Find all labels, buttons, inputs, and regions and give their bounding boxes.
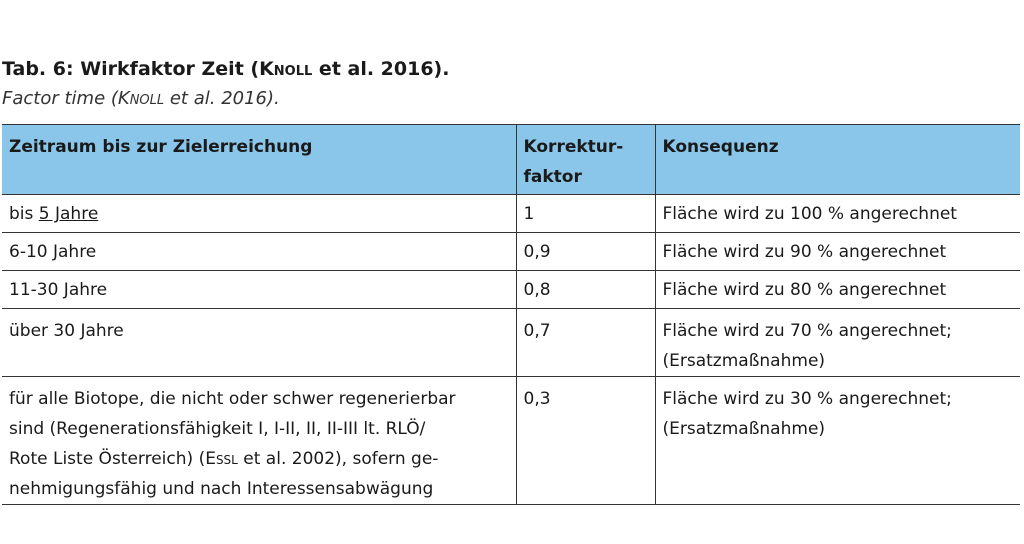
period-line: et al. 2002), sofern ge- bbox=[237, 449, 439, 469]
caption-title-prefix: Tab. 6: Wirkfaktor Zeit ( bbox=[2, 58, 260, 80]
table-row bbox=[2, 195, 1020, 233]
cell-consequence: Fläche wird zu 80 % angerechnet bbox=[655, 271, 1020, 309]
consequence-line: Fläche wird zu 70 % angerechnet; bbox=[662, 321, 952, 341]
cell-consequence bbox=[655, 377, 1020, 505]
cell-period bbox=[2, 377, 516, 505]
cell-consequence: Fläche wird zu 100 % angerechnet bbox=[655, 195, 1020, 233]
table-caption-title bbox=[2, 56, 449, 82]
table-caption-subtitle bbox=[2, 86, 280, 112]
cell-factor: 0,9 bbox=[516, 233, 655, 271]
table-header-row bbox=[2, 125, 1020, 195]
factor-time-table bbox=[2, 124, 1020, 505]
table-row bbox=[2, 271, 1020, 309]
cell-period: 6-10 Jahre bbox=[2, 233, 516, 271]
cell-factor: 0,3 bbox=[516, 377, 655, 505]
caption-title-suffix: et al. 2016). bbox=[312, 58, 450, 80]
period-line: Rote Liste Österreich) ( bbox=[9, 449, 206, 469]
table-row bbox=[2, 309, 1020, 377]
caption-title-author: Knoll bbox=[259, 58, 313, 80]
header-consequence: Konsequenz bbox=[655, 125, 1020, 195]
cell-period bbox=[2, 195, 516, 233]
consequence-line: (Ersatzmaßnahme) bbox=[662, 351, 826, 371]
cell-period: 11-30 Jahre bbox=[2, 271, 516, 309]
cell-consequence bbox=[655, 309, 1020, 377]
header-factor: Korrektur- faktor bbox=[516, 125, 655, 195]
cell-factor: 1 bbox=[516, 195, 655, 233]
period-line: für alle Biotope, die nicht oder schwer regenerierbar bbox=[9, 389, 456, 409]
consequence-line: (Ersatzmaßnahme) bbox=[662, 419, 826, 439]
table-row bbox=[2, 233, 1020, 271]
cell-factor: 0,8 bbox=[516, 271, 655, 309]
header-period: Zeitraum bis zur Zielerreichung bbox=[2, 125, 516, 195]
cell-factor: 0,7 bbox=[516, 309, 655, 377]
period-line: sind (Regenerationsfähigkeit I, I-II, II, II-III lt. RLÖ/ bbox=[9, 419, 426, 439]
period-author: Essl bbox=[205, 449, 238, 469]
caption-subtitle-author: Knoll bbox=[117, 88, 165, 109]
period-prefix: bis bbox=[9, 204, 39, 224]
period-line: nehmigungsfähig und nach Interessensabwägung bbox=[9, 479, 434, 499]
cell-consequence: Fläche wird zu 90 % angerechnet bbox=[655, 233, 1020, 271]
period-underlined: 5 Jahre bbox=[38, 204, 99, 224]
caption-subtitle-suffix: et al. 2016). bbox=[164, 88, 280, 109]
caption-subtitle-prefix: Factor time ( bbox=[2, 88, 118, 109]
cell-period: über 30 Jahre bbox=[2, 309, 516, 377]
table-row bbox=[2, 377, 1020, 505]
consequence-line: Fläche wird zu 30 % angerechnet; bbox=[662, 389, 952, 409]
